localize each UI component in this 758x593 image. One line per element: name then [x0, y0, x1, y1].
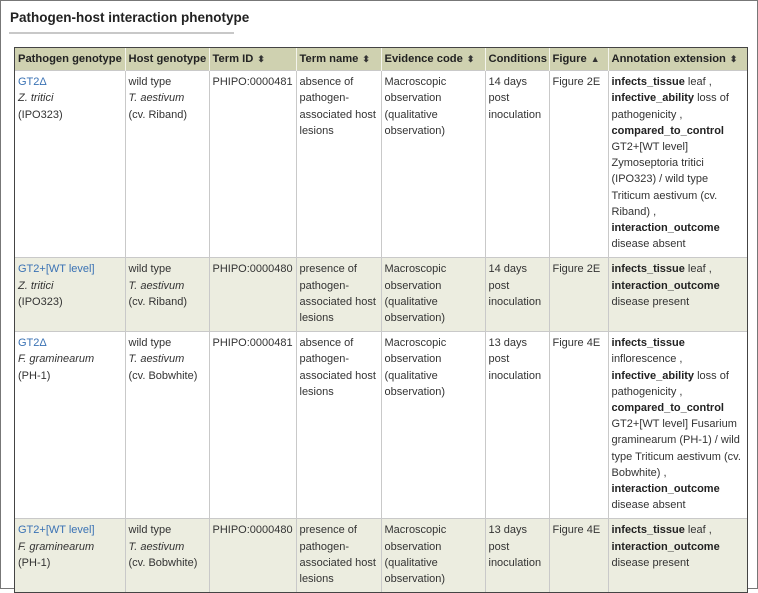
annotation-extension-cell	[608, 258, 747, 332]
col-header-term-id[interactable]	[209, 48, 296, 71]
ext-value: loss of pathogenicity ,	[611, 92, 729, 121]
ext-key: interaction_outcome	[611, 540, 720, 553]
ext-key: interaction_outcome	[611, 222, 720, 235]
host-genotype-cell	[125, 71, 209, 258]
host-genotype-cell	[125, 258, 209, 332]
ext-value: leaf ,	[684, 263, 712, 276]
host-species: T. aestivum	[128, 540, 185, 553]
host-type: wild type	[128, 76, 172, 89]
ext-value: disease absent	[611, 499, 686, 512]
conditions-cell: 14 days post inoculation	[485, 258, 549, 332]
table-row	[15, 332, 747, 519]
header-label: Host genotype	[128, 53, 207, 65]
table-row	[15, 71, 747, 258]
figure-cell: Figure 2E	[549, 71, 608, 258]
pathogen-genotype-cell	[15, 519, 125, 592]
evidence-code-cell: Macroscopic observation (qualitative observation)	[381, 71, 485, 258]
term-id-cell: PHIPO:0000480	[209, 258, 296, 332]
ext-key: infective_ability	[611, 92, 695, 105]
header-label: Figure	[552, 53, 587, 65]
figure-cell: Figure 2E	[549, 258, 608, 332]
ext-key: infects_tissue	[611, 337, 685, 350]
section-title: Pathogen-host interaction phenotype	[10, 10, 250, 25]
conditions-cell: 14 days post inoculation	[485, 71, 549, 258]
header-label: Term name	[299, 53, 359, 65]
host-cultivar: (cv. Riband)	[128, 108, 187, 121]
host-type: wild type	[128, 337, 172, 350]
host-type: wild type	[128, 524, 172, 537]
pathogen-genotype-cell	[15, 258, 125, 332]
header-row	[15, 48, 747, 71]
pathogen-genotype-link[interactable]: GT2+[WT level]	[18, 524, 95, 537]
term-name-cell: presence of pathogen-associated host lesions	[296, 258, 381, 332]
sort-ascending-icon: ▲	[590, 54, 600, 64]
pathogen-genotype-cell	[15, 332, 125, 519]
sort-icon: ⬍	[257, 54, 265, 64]
pathogen-strain: (PH-1)	[18, 369, 51, 382]
ext-value: disease present	[611, 295, 690, 308]
ext-value: leaf ,	[684, 76, 712, 89]
figure-cell: Figure 4E	[549, 332, 608, 519]
sort-icon: ⬍	[466, 54, 475, 64]
host-genotype-cell	[125, 519, 209, 592]
table-row	[15, 258, 747, 332]
annotation-extension-cell	[608, 332, 747, 519]
term-name-cell: absence of pathogen-associated host lesions	[296, 332, 381, 519]
annotation-extension-cell	[608, 71, 747, 258]
ext-value: disease present	[611, 556, 690, 569]
col-header-conditions[interactable]	[485, 48, 549, 71]
ext-key: interaction_outcome	[611, 279, 720, 292]
host-species: T. aestivum	[128, 92, 185, 105]
ext-value: leaf ,	[684, 524, 712, 537]
col-header-host-genotype[interactable]	[125, 48, 209, 71]
ext-key: infective_ability	[611, 369, 695, 382]
evidence-code-cell: Macroscopic observation (qualitative observation)	[381, 332, 485, 519]
header-label: Term ID	[212, 53, 254, 65]
sort-icon: ⬍	[729, 54, 738, 64]
term-id-cell: PHIPO:0000481	[209, 71, 296, 258]
pathogen-species: F. graminearum	[18, 540, 95, 553]
host-genotype-cell	[125, 332, 209, 519]
ext-key: interaction_outcome	[611, 483, 720, 496]
pathogen-genotype-link[interactable]: GT2+[WT level]	[18, 263, 95, 276]
ext-key: infects_tissue	[611, 524, 685, 537]
phenotype-table-container	[14, 47, 748, 593]
ext-key: compared_to_control	[611, 402, 724, 415]
pathogen-species: F. graminearum	[18, 353, 95, 366]
ext-value: loss of pathogenicity ,	[611, 369, 729, 398]
phenotype-table	[15, 48, 747, 592]
host-type: wild type	[128, 263, 172, 276]
ext-value: inflorescence ,	[611, 353, 683, 366]
host-species: T. aestivum	[128, 353, 185, 366]
header-label: Evidence code	[384, 53, 463, 65]
col-header-term-name[interactable]	[296, 48, 381, 71]
title-underline	[9, 32, 234, 34]
ext-key: infects_tissue	[611, 263, 685, 276]
pathogen-genotype-cell	[15, 71, 125, 258]
host-species: T. aestivum	[128, 279, 185, 292]
term-id-cell: PHIPO:0000481	[209, 332, 296, 519]
host-cultivar: (cv. Bobwhite)	[128, 369, 198, 382]
pathogen-species: Z. tritici	[18, 92, 54, 105]
table-row	[15, 519, 747, 592]
pathogen-species: Z. tritici	[18, 279, 54, 292]
ext-value: disease absent	[611, 238, 686, 251]
term-name-cell: presence of pathogen-associated host lesions	[296, 519, 381, 592]
col-header-figure[interactable]	[549, 48, 608, 71]
header-label: Conditions	[488, 53, 547, 65]
ext-value: GT2+[WT level] Fusarium graminearum (PH-1) / wild type Triticum aestivum (cv. Bobwhite) ,	[611, 418, 741, 479]
ext-key: infects_tissue	[611, 76, 685, 89]
evidence-code-cell: Macroscopic observation (qualitative observation)	[381, 519, 485, 592]
ext-key: compared_to_control	[611, 124, 724, 137]
header-label: Pathogen genotype	[18, 53, 122, 65]
sort-icon: ⬍	[362, 54, 370, 64]
evidence-code-cell: Macroscopic observation (qualitative observation)	[381, 258, 485, 332]
pathogen-genotype-link[interactable]: GT2Δ	[18, 337, 47, 350]
header-label: Annotation extension	[611, 53, 726, 65]
host-cultivar: (cv. Riband)	[128, 295, 187, 308]
term-id-cell: PHIPO:0000480	[209, 519, 296, 592]
pathogen-strain: (PH-1)	[18, 556, 51, 569]
conditions-cell: 13 days post inoculation	[485, 519, 549, 592]
annotation-extension-cell	[608, 519, 747, 592]
host-cultivar: (cv. Bobwhite)	[128, 556, 198, 569]
col-header-evidence-code[interactable]	[381, 48, 485, 71]
ext-value: GT2+[WT level] Zymoseptoria tritici (IPO323) / wild type Triticum aestivum (cv. Riband) ,	[611, 141, 718, 218]
conditions-cell: 13 days post inoculation	[485, 332, 549, 519]
figure-cell: Figure 4E	[549, 519, 608, 592]
term-name-cell: absence of pathogen-associated host lesions	[296, 71, 381, 258]
pathogen-strain: (IPO323)	[18, 108, 63, 121]
pathogen-strain: (IPO323)	[18, 295, 63, 308]
col-header-annotation-extension[interactable]	[608, 48, 747, 71]
col-header-pathogen-genotype[interactable]	[15, 48, 125, 71]
pathogen-genotype-link[interactable]: GT2Δ	[18, 76, 47, 89]
